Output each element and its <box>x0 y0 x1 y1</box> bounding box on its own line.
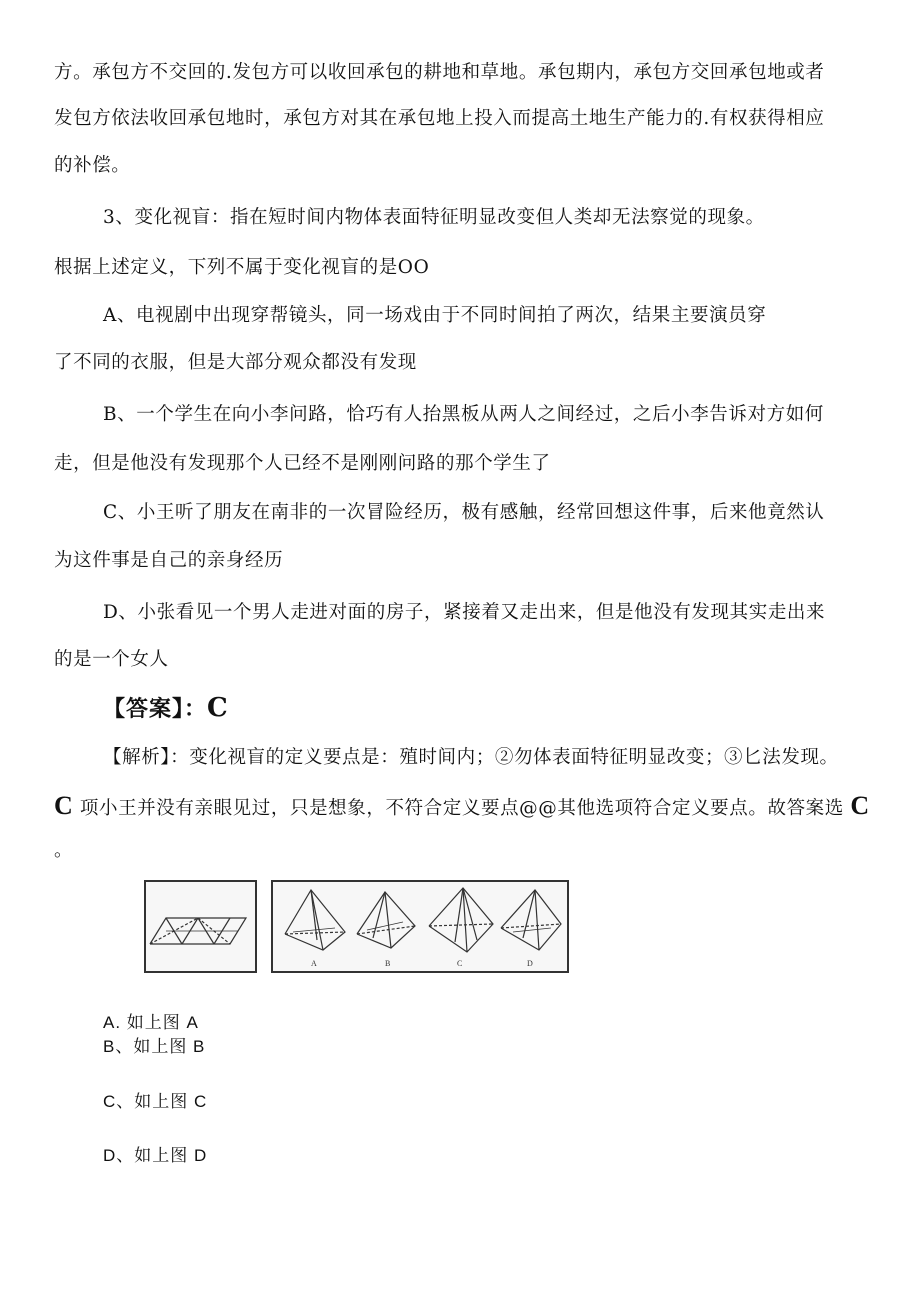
paragraph-line-2: 发包方依法收回承包地时，承包方对其在承包地上投入而提高土地生产能力的.有权获得相应 <box>54 108 825 129</box>
choice-c: C、如上图 C <box>103 1092 208 1111</box>
pyramid-diagram <box>273 882 567 971</box>
paragraph-line-3: 的补偿。 <box>54 155 131 176</box>
pyramid-label-c: C <box>457 959 463 968</box>
question-definition: 3、变化视盲：指在短时间内物体表面特征明显改变但人类却无法察觉的现象。 <box>103 207 765 228</box>
pyramid-d <box>501 890 561 950</box>
option-a-line-1: A、电视剧中出现穿帮镜头，同一场戏由于不同时间拍了两次，结果主要演员穿 <box>103 305 767 326</box>
paragraph-line-1: 方。承包方不交回的.发包方可以收回承包的耕地和草地。承包期内，承包方交回承包地或者 <box>54 62 825 83</box>
answer-label: 【答案】 <box>103 696 185 722</box>
option-b-line-1: B、一个学生在向小李问路，恰巧有人抬黑板从两人之间经过，之后小李告诉对方如何 <box>103 404 824 425</box>
option-a-line-2: 了不同的衣服，但是大部分观众都没有发现 <box>54 352 417 373</box>
question-stem: 根据上述定义，下列不属于变化视盲的是OO <box>54 257 430 278</box>
analysis-label: 【解析】 <box>103 747 171 768</box>
choice-a: A. 如上图 A <box>103 1013 199 1032</box>
analysis-option-c: C <box>54 791 74 820</box>
analysis-text-2: 项小王并没有亲眼见过，只是想象，不符合定义要点@@其他选项符合定义要点。故答案选 <box>73 798 851 819</box>
pyramid-options-figure <box>271 880 569 973</box>
option-c-line-1: C、小王听了朋友在南非的一次冒险经历，极有感触，经常回想这件事，后来他竟然认 <box>103 502 825 523</box>
pyramid-c <box>429 888 493 952</box>
analysis-line-3: 。 <box>54 840 74 861</box>
choice-d: D、如上图 D <box>103 1146 208 1165</box>
pyramid-label-d: D <box>527 959 533 968</box>
pyramid-a <box>285 890 345 950</box>
option-d-line-2: 的是一个女人 <box>54 649 169 670</box>
pyramid-label-a: A <box>311 959 317 968</box>
option-d-line-1: D、小张看见一个男人走进对面的房子，紧接着又走出来，但是他没有发现其实走出来 <box>103 602 826 623</box>
analysis-answer-c: C <box>850 791 870 820</box>
analysis-line-1 <box>103 745 839 771</box>
net-figure <box>144 880 257 973</box>
option-b-line-2: 走，但是他没有发现那个人已经不是刚刚问路的那个学生了 <box>54 453 551 474</box>
answer-line <box>103 692 229 723</box>
net-diagram <box>146 882 255 971</box>
answer-separator: ： <box>184 696 208 722</box>
option-c-line-2: 为这件事是自己的亲身经历 <box>54 550 284 571</box>
choice-b: B、如上图 B <box>103 1037 206 1056</box>
pyramid-b <box>357 892 415 948</box>
analysis-line-2 <box>54 793 870 822</box>
analysis-text-1: ：变化视盲的定义要点是：殖时间内；②勿体表面特征明显改变；③匕法发现。 <box>170 747 839 768</box>
answer-value: C <box>207 693 229 723</box>
pyramid-label-b: B <box>385 959 391 968</box>
